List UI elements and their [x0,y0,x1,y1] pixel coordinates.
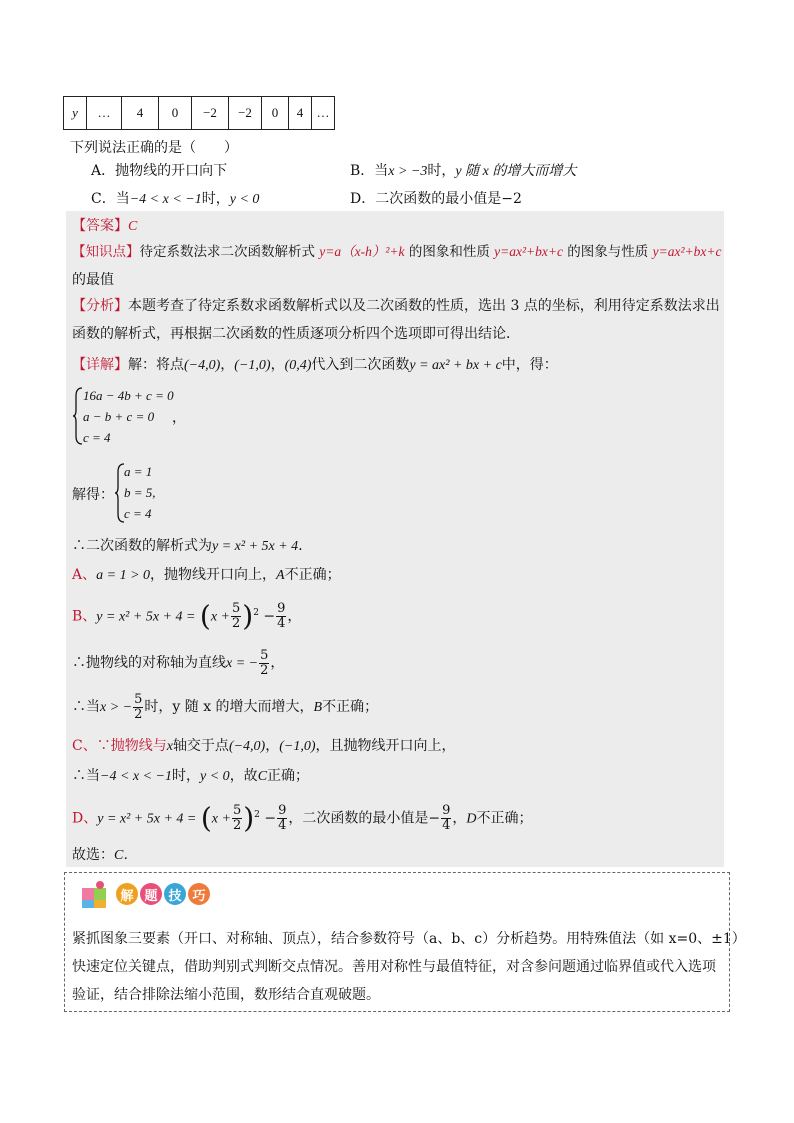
text: ， [287,608,302,625]
text: ∴当 [72,699,100,715]
option-d: D．二次函数的最小值是−2 [350,191,522,207]
knowledge-text: 的图象和性质 [404,244,495,260]
option-b-text2: 时， [427,163,456,179]
variable: x [166,739,173,754]
equation: c = 4 [83,430,111,445]
exponent: 2 [253,608,259,618]
numerator: 5 [260,647,269,663]
numerator: 5 [232,601,241,617]
table-cell: −2 [229,97,262,130]
point: (−1,0) [234,358,271,373]
formula: x > − [100,700,133,715]
table-cell: 0 [159,97,192,130]
tips-title-char: 解 [116,883,138,905]
denominator: 2 [232,616,241,632]
option-d-analysis: D、y = x² + 5x + 4 = (x + $\frac{5}{2}$ )$^2$ − $\frac{9}{4}$ ，二次函数的最小值是− $\frac{9}{4}$ ，D不正确； [72,801,533,835]
text: − [428,810,441,827]
table-cell: 0 [262,97,289,130]
option-c-text2: 时， [201,191,230,207]
knowledge-formula: y=ax²+bx+c [652,244,722,259]
knowledge-formula: y=ax²+bx+c [494,244,563,259]
formula: y = ax² + bx + c [409,358,502,373]
formula: −4 < x < −1 [100,769,173,784]
text: ∴二次函数的解析式为 [72,538,212,554]
label: D、 [72,810,98,827]
table-cell: 4 [122,97,159,130]
text: 时， [144,699,173,715]
option-b-text: B．当 [350,163,389,179]
solution-system [124,461,156,524]
text: ，故 [229,768,258,784]
text: B [313,700,323,715]
text: 不正确； [322,699,379,715]
text: D [466,811,477,827]
text: ，二次函数的最小值是 [288,810,429,827]
point: (0,4) [284,358,312,373]
puzzle-icon [80,880,114,910]
axis-line [72,648,284,679]
answer-label: 【答案】 [72,218,128,234]
text: C [257,769,268,784]
detail-text: 中，得： [501,357,558,373]
denominator: 4 [442,818,451,834]
tips-title-char: 技 [164,883,186,905]
numerator: 5 [232,803,242,819]
text: ∴当 [72,768,100,784]
numerator: 5 [134,691,143,707]
text: 不正确； [476,810,533,827]
option-a-analysis [72,565,341,586]
analysis-line [72,296,720,316]
label: A、 [72,567,97,583]
detail-text: 解：将点 [128,357,184,373]
text: 正确； [267,768,310,784]
point: (−1,0) [279,739,316,754]
knowledge-formula: y=a（x-h）²+k [319,244,405,259]
table-cell: … [312,97,335,130]
expression-line [72,536,312,557]
numerator: 9 [277,601,286,617]
option-c-analysis: C、∵抛物线与x轴交于点(−4,0)，(−1,0)，且抛物线开口向上， [72,738,456,754]
option-b-text3: y 随 x 的增大而增大 [455,164,577,179]
question-stem: 下列说法正确的是（ ） [70,140,238,156]
formula: x = − [226,656,259,671]
knowledge-line [72,242,721,262]
denominator: 4 [278,818,287,834]
text: 不正确； [284,567,341,583]
exponent: 2 [254,810,260,820]
tips-title-char: 题 [140,883,162,905]
equation: 16a − 4b + c = 0 [83,388,174,403]
option-c-math2: y < 0 [229,192,260,207]
label: C、∵抛物线与 [72,738,167,754]
point: (−4,0) [184,358,221,373]
option-b-math: x > −3 [388,164,428,179]
text: ∴抛物线的对称轴为直线 [72,655,226,671]
knowledge-text: 的图象与性质 [563,244,653,260]
tips-line: 快速定位关键点，借助判别式判断交点情况。善用对称性与最值特征，对含参问题通过临界值或代入选项 [72,959,716,975]
tips-line: 紧抓图象三要素（开口、对称轴、顶点），结合参数符号（a、b、c）分析趋势。用特殊值法（如 x=0、±1） [72,931,746,947]
formula: a = 1 > 0 [96,568,151,583]
equation: a = 1 [124,464,153,479]
table-cell: … [87,97,122,130]
table-cell: 4 [289,97,312,130]
label: B、 [72,608,97,625]
text: 轴交于点 [172,738,229,754]
denominator: 2 [134,706,143,722]
formula: y = x² + 5x + 4 = [96,609,196,625]
text: ， [452,810,467,827]
tips-title-char: 巧 [188,883,210,905]
table-cell: −2 [192,97,229,130]
formula: y = x² + 5x + 4 = [97,811,197,827]
increase-line [72,692,378,723]
answer-line [72,216,137,237]
equation: c = 4 [124,506,152,521]
detail-text: 代入到二次函数 [311,357,410,373]
formula: y = x² + 5x + 4 [212,539,299,554]
analysis-line-2: 函数的解析式，再根据二次函数的性质逐项分析四个选项即可得出结论． [72,326,520,342]
tips-line: 验证，结合排除法缩小范围，数形结合直观破题。 [72,987,380,1003]
knowledge-text: 待定系数法求二次函数解析式 [139,244,320,260]
text: A [276,568,285,583]
solve-label: 解得： [72,487,114,503]
table-cell: y [64,97,87,130]
option-c-math: −4 < x < −1 [129,192,202,207]
system-tail: ， [172,410,186,426]
knowledge-line-2: 的最值 [72,272,114,288]
option-b-analysis: B、y = x² + 5x + 4 = (x + $\frac{5}{2}$ )$^2$ − $\frac{9}{4}$ ， [72,599,302,633]
table-row [64,97,335,130]
final-line [72,845,137,866]
equation: a − b + c = 0 [83,409,155,424]
value-table [63,96,335,130]
denominator: 2 [232,818,242,834]
tips-title [116,883,210,905]
text: ． [298,538,313,554]
option-c [91,188,259,208]
equation-system [83,385,174,448]
text: 时， [172,768,201,784]
analysis-label: 【分析】 [72,298,128,314]
option-b [350,160,576,180]
formula: y < 0 [200,769,230,784]
text: C． [114,848,138,863]
equation: b = 5, [124,485,156,500]
point: (−4,0) [228,739,266,754]
detail-label: 【详解】 [72,357,128,373]
denominator: 4 [277,616,286,632]
analysis-text: 本题考查了待定系数求函数解析式以及二次函数的性质，选出 3 点的坐标，利用待定系数法求出 [128,298,720,314]
answer-value: C [128,219,138,234]
text: ，且抛物线开口向上， [315,738,456,754]
detail-line: 【详解】解：将点(−4,0)，(−1,0)，(0,4)代入到二次函数y = ax² + bx + c中，得： [72,357,558,373]
denominator: 2 [260,662,269,678]
option-c-text: C．当 [91,191,130,207]
text: ，抛物线开口向上， [150,567,277,583]
text: 故选： [72,847,114,863]
text: ， [270,655,285,671]
option-a: A．抛物线的开口向下 [91,163,228,179]
numerator: 9 [278,803,287,819]
option-c-conclusion [72,766,309,787]
numerator: 9 [442,803,451,819]
text: y 随 x 的增大而增大， [172,699,314,715]
knowledge-label: 【知识点】 [72,244,140,260]
